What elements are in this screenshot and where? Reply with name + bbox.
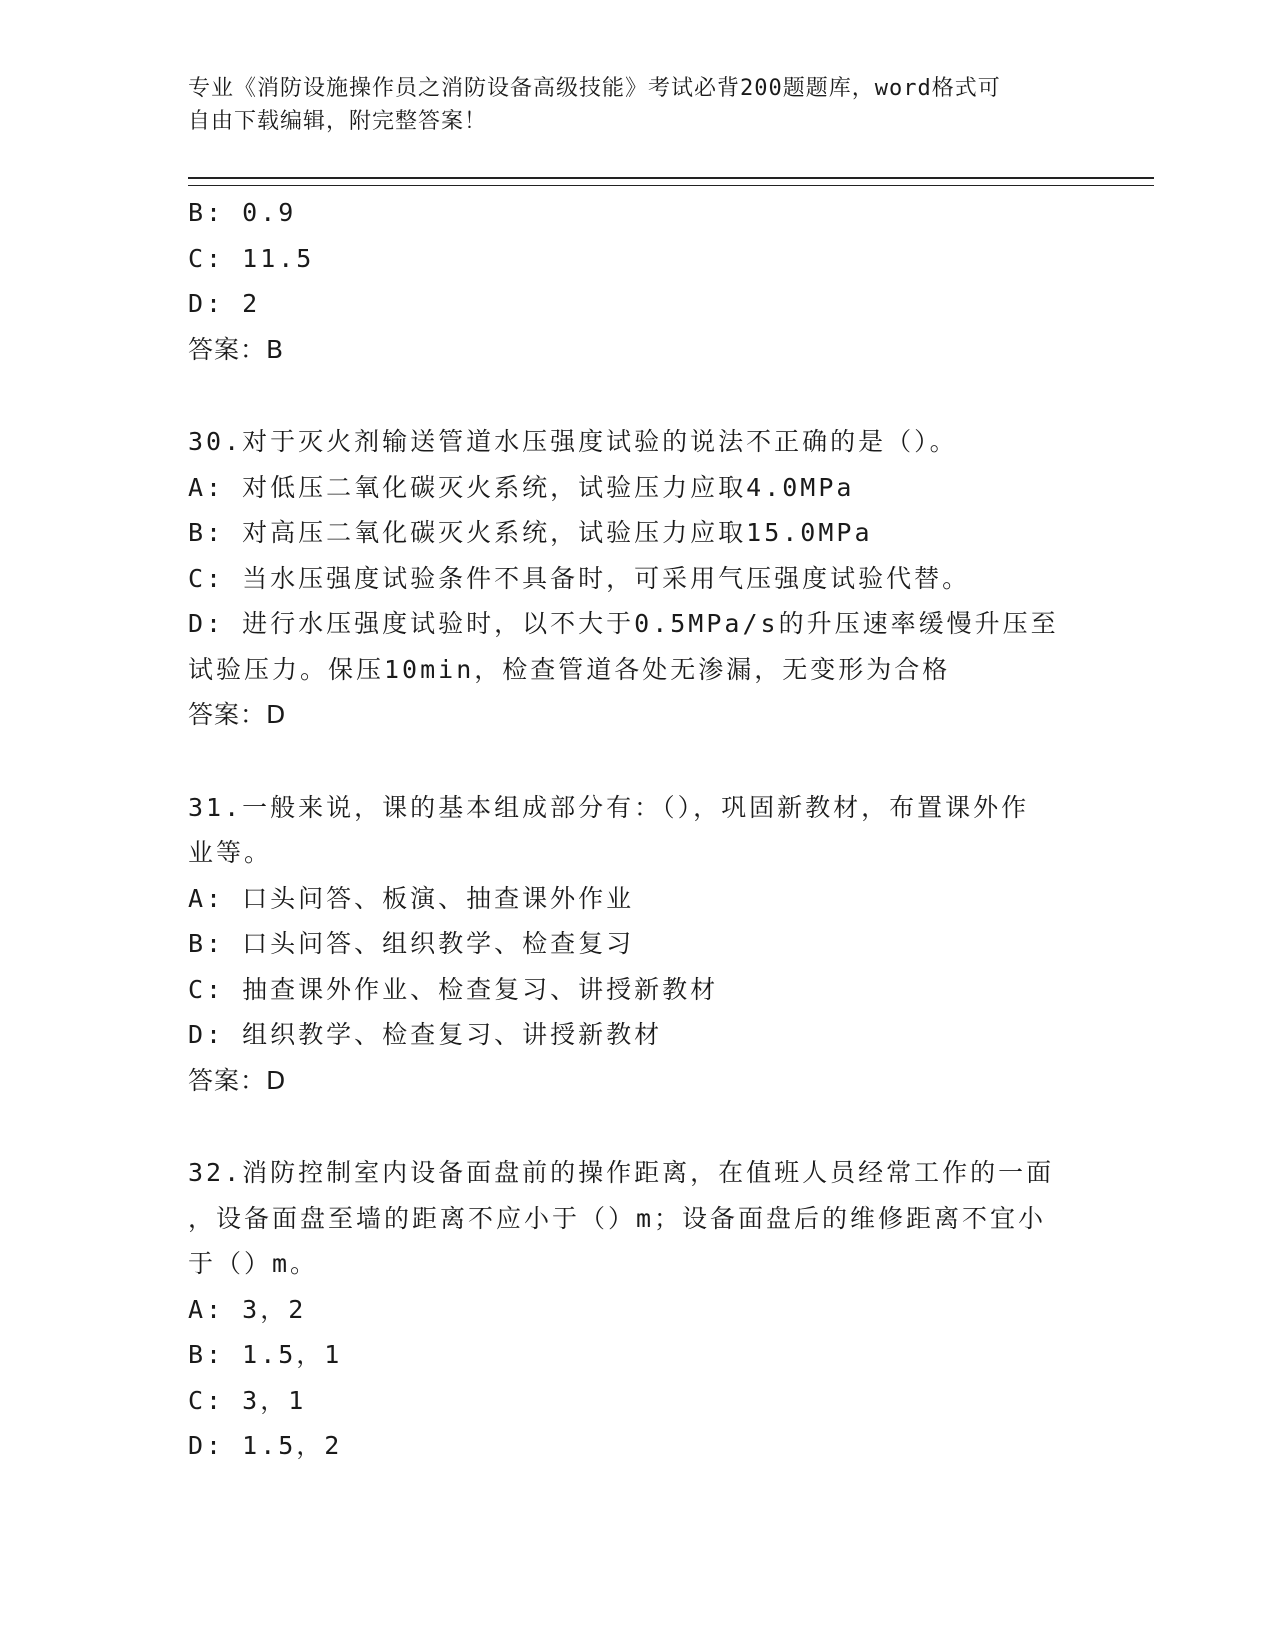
answer: 答案：B — [188, 334, 285, 364]
option-d: D: 组织教学、检查复习、讲授新教材 — [188, 1020, 663, 1049]
option-c: C: 11.5 — [188, 243, 315, 273]
option-b: B: 0.9 — [188, 198, 297, 227]
question-stem: 32.消防控制室内设备面盘前的操作距离，在值班人员经常工作的一面 — [188, 1158, 1055, 1187]
header-title-line-2: 自由下载编辑，附完整答案！ — [188, 109, 488, 134]
option-c: C: 当水压强度试验条件不具备时，可采用气压强度试验代替。 — [188, 563, 971, 593]
question-stem-continued: 于（）m。 — [188, 1249, 319, 1278]
answer: 答案：D — [188, 1065, 287, 1095]
spacer — [188, 372, 1078, 419]
option-c: C: 抽查课外作业、检查复习、讲授新教材 — [188, 974, 719, 1004]
header-divider — [188, 177, 1154, 186]
option-d: D: 进行水压强度试验时，以不大于0.5MPa/s的升压速率缓慢升压至 — [188, 609, 1059, 638]
option-b: B: 对高压二氧化碳灭火系统，试验压力应取15.0MPa — [188, 518, 873, 547]
question-29-tail — [188, 190, 1078, 372]
question-list — [188, 190, 1078, 1469]
question-stem: 31.一般来说，课的基本组成部分有：（），巩固新教材，布置课外作 — [188, 792, 1030, 822]
option-d-continued: 试验压力。保压10min，检查管道各处无渗漏，无变形为合格 — [188, 654, 951, 684]
question-30 — [188, 419, 1078, 738]
option-d: D: 1.5，2 — [188, 1431, 343, 1460]
question-31 — [188, 785, 1078, 1104]
option-a: A: 口头问答、板演、抽查课外作业 — [188, 883, 635, 913]
question-stem-continued: 业等。 — [188, 838, 273, 867]
header-title-line-1: 专业《消防设施操作员之消防设备高级技能》考试必背200题题库，word格式可 — [188, 76, 1001, 101]
option-a: A: 对低压二氧化碳灭火系统，试验压力应取4.0MPa — [188, 472, 855, 502]
option-b: B: 1.5，1 — [188, 1340, 343, 1369]
option-c: C: 3，1 — [188, 1385, 307, 1415]
question-32 — [188, 1150, 1078, 1469]
question-stem-continued: ，设备面盘至墙的距离不应小于（）m；设备面盘后的维修距离不宜小 — [188, 1203, 1047, 1233]
option-b: B: 口头问答、组织教学、检查复习 — [188, 929, 635, 958]
document-header — [188, 72, 1068, 138]
option-a: A: 3，2 — [188, 1294, 307, 1324]
option-d: D: 2 — [188, 289, 261, 318]
question-stem: 30.对于灭火剂输送管道水压强度试验的说法不正确的是（）。 — [188, 427, 958, 456]
spacer — [188, 738, 1078, 785]
answer: 答案：D — [188, 700, 287, 729]
spacer — [188, 1103, 1078, 1150]
